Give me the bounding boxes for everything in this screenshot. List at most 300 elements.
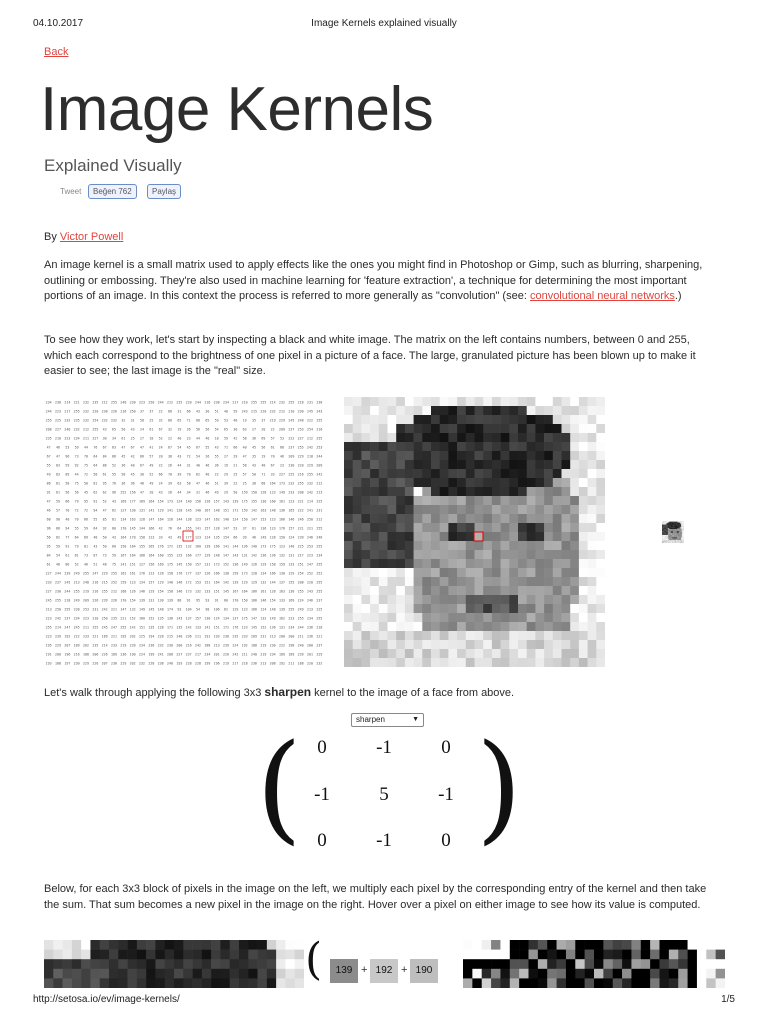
pixel-value: 149 [139,607,145,612]
pixel-cell [388,577,397,586]
pixel-value: 22 [158,463,163,468]
pixel-cell [422,478,431,487]
pixel-cell [353,496,362,505]
calc-value-box: 192 [370,959,398,983]
pixel-value: 56 [74,490,79,495]
pixel-cell [483,523,492,532]
pixel-cell [379,523,388,532]
pixel-value: 141 [195,526,201,531]
output-image-crop[interactable] [463,940,725,988]
pixel-cell [396,514,405,523]
pixel-value: 50 [121,427,126,432]
pixel-cell [501,406,510,415]
pixel-value: 223 [64,436,71,441]
pixel-cell [295,978,304,988]
pixel-cell [388,541,397,550]
pixel-value: 134 [139,580,145,585]
pixel-cell [483,586,492,595]
pixel-value: 247 [64,625,71,630]
pixel-value: 136 [260,526,267,531]
pixel-value: 139 [232,580,239,585]
pixel-value: 227 [55,427,61,432]
pixel-cell [414,433,423,442]
pixel-value: 96 [46,526,51,531]
pixel-cell [518,613,527,622]
pixel-value: 160 [269,499,276,504]
pixel-value: 237 [288,445,295,450]
pixel-value: 221 [297,499,304,504]
pixel-cell [678,959,688,969]
pixel-cell [370,550,379,559]
pixel-value: 35 [252,454,256,459]
pixel-value: 230 [288,463,295,468]
kernel-cell[interactable]: 0 [441,830,451,851]
pixel-value: 193 [213,634,220,639]
pixel-value: 142 [251,508,257,513]
pixel-cell [518,505,527,514]
pixel-value: 200 [307,643,313,648]
pixel-value: 147 [251,517,257,522]
pixel-value: 166 [148,526,155,531]
pixel-value: 255 [101,589,108,594]
pixel-cell [518,487,527,496]
kernel-cell[interactable]: -1 [314,784,330,805]
pixel-cell [475,469,484,478]
pixel-value: 145 [148,607,155,612]
pixel-cell [562,658,571,667]
pixel-value: 123 [269,490,276,495]
pixel-value: 56 [65,490,70,495]
pixel-cell [414,451,423,460]
kernel-cell[interactable]: 0 [441,737,451,758]
pixel-cell [396,433,405,442]
pixel-value: 128 [269,589,276,594]
pixel-cell [118,978,128,988]
pixel-value: 189 [111,652,117,657]
pixel-cell [431,496,440,505]
pixel-value: 54 [196,454,200,459]
pixel-value: 146 [260,598,267,603]
pixel-cell [585,940,595,950]
pixel-value: 87 [93,553,98,558]
share-button[interactable]: Paylaş [147,184,181,199]
pixel-cell [128,950,138,960]
tweet-button[interactable]: Tweet [60,187,82,196]
pixel-value: 60 [168,418,172,423]
pixel-cell [553,487,562,496]
pixel-cell [553,532,562,541]
pixel-cell [414,604,423,613]
kernel-select[interactable] [351,713,424,727]
pixel-cell [535,442,544,451]
pixel-value: 168 [120,589,127,594]
pixel-cell [44,969,54,979]
pixel-cell [544,658,553,667]
pixel-cell [475,649,484,658]
pixel-cell [596,604,605,613]
pixel-value: 151 [223,508,229,513]
pixel-cell [669,940,679,950]
pixel-value: 19 [242,418,247,423]
pixel-cell [570,451,579,460]
pixel-value: 250 [55,607,61,612]
pixel-value: 210 [288,409,295,414]
pixel-value: 221 [307,526,313,531]
pixel-cell [510,950,520,960]
kernel-cell[interactable]: -1 [376,830,392,851]
pixel-cell [535,568,544,577]
pixel-cell [518,649,527,658]
pixel-value: 218 [307,454,313,459]
pixel-value: 227 [45,589,52,594]
pixel-value: 128 [260,490,267,495]
pixel-cell [492,433,501,442]
pixel-value: 68 [196,418,200,423]
pixel-value: 148 [269,508,276,513]
pixel-value: 36 [121,481,126,486]
pixel-value: 255 [288,400,295,405]
pixel-value: 139 [139,598,145,603]
pixel-value: 83 [56,472,60,477]
pixel-value: 19 [224,463,228,468]
pixel-value: 236 [120,652,127,657]
pixel-cell [276,950,286,960]
pixel-value: 36 [130,481,135,486]
pixel-value: 241 [307,508,313,513]
enlarged-face-image[interactable] [344,397,605,667]
pixel-cell [509,523,518,532]
input-image-crop[interactable] [44,940,304,988]
pixel-cell [466,496,475,505]
pixel-value: 60 [224,598,228,603]
author-link[interactable]: Victor Powell [59,231,124,243]
pixel-cell [660,978,670,988]
pixel-cell [518,595,527,604]
pixel-cell [562,514,571,523]
pixel-cell [603,969,613,979]
pixel-cell [118,969,128,979]
pixel-value: 26 [205,454,210,459]
pixel-value: 238 [213,400,220,405]
pixel-cell [379,460,388,469]
pixel-cell [396,631,405,640]
pixel-value: 255 [55,598,61,603]
pixel-value: 237 [288,427,295,432]
pixel-value: 44 [196,436,200,441]
pixel-cell [248,950,258,960]
kernel-cell[interactable]: -1 [376,737,392,758]
pixel-value: 143 [223,499,229,504]
pixel-value: 26 [186,427,191,432]
pixel-value: 217 [297,553,304,558]
pixel-cell [422,541,431,550]
pixel-value: 58 [242,463,247,468]
pixel-value: 221 [297,526,304,531]
pixel-cell [414,559,423,568]
pixel-cell [344,442,353,451]
pixel-value: 246 [307,598,313,603]
pixel-value: 201 [307,652,313,657]
pixel-cell [448,514,457,523]
pixel-value: 53 [233,526,238,531]
kernel-cell[interactable]: 0 [317,737,327,758]
print-url: http://setosa.io/ev/image-kernels/ [33,994,180,1005]
pixel-value: 59 [84,526,88,531]
pixel-value-matrix[interactable] [44,397,324,667]
pixel-value: 255 [297,616,304,621]
back-link[interactable]: Back [44,46,69,58]
pixel-cell [440,523,449,532]
pixel-value: 216 [297,472,304,477]
pixel-value: 30 [205,409,210,414]
cnn-link[interactable]: convolutional neural networks [529,290,675,302]
pixel-value: 47 [46,445,51,450]
pixel-cell [588,487,597,496]
pixel-cell [63,959,73,969]
pixel-cell [405,523,414,532]
pixel-cell [622,969,632,979]
pixel-value: 212 [167,400,173,405]
calc-left-paren: ( [305,934,323,985]
pixel-cell [388,586,397,595]
pixel-cell [230,940,240,950]
pixel-cell [547,950,557,960]
pixel-cell [509,469,518,478]
pixel-value: 246 [307,535,313,540]
pixel-value: 230 [297,409,304,414]
pixel-value: 124 [213,616,220,621]
pixel-value: 255 [316,526,323,531]
pixel-cell [388,595,397,604]
pixel-cell [440,532,449,541]
pixel-value: 212 [101,400,108,405]
pixel-value: 192 [241,643,248,648]
pixel-value: 62 [93,490,98,495]
pixel-value: 124 [204,535,211,540]
pixel-cell [457,505,466,514]
pixel-value: 189 [73,643,80,648]
pixel-value: 255 [73,409,80,414]
pixel-value: 202 [83,643,89,648]
pixel-cell [431,658,440,667]
pixel-value: 76 [168,526,172,531]
pixel-cell [527,532,536,541]
pixel-cell [361,397,370,406]
pixel-value: 63 [242,427,247,432]
pixel-cell [518,631,527,640]
pixel-value: 188 [251,643,257,648]
pixel-value: 207 [101,661,108,666]
pixel-cell [396,424,405,433]
kernel-cell[interactable]: 5 [379,784,389,805]
convolution-paragraph: Below, for each 3x3 block of pixels in the image on the left, we multiply each pixel by the corresponding entry of the kernel and then take the sum. That sum becomes a new pixel in the image on the right. Hover over a pixel on either image to see how its value is computed. [44,883,707,911]
pixel-value: 162 [279,616,285,621]
pixel-cell [440,469,449,478]
kernel-cell[interactable]: -1 [438,784,454,805]
pixel-value: 213 [73,580,80,585]
pixel-cell [562,433,571,442]
pixel-cell [361,550,370,559]
pixel-value: 56 [205,427,210,432]
pixel-value: 136 [260,553,267,558]
pixel-value: 161 [260,589,267,594]
pixel-cell [641,959,651,969]
pixel-cell [353,550,362,559]
pixel-value: 223 [139,400,145,405]
pixel-value: 59 [233,409,238,414]
pixel-value: 232 [101,418,108,423]
pixel-cell [353,541,362,550]
pixel-cell [422,442,431,451]
pixel-value: 164 [269,481,276,486]
pixel-cell [285,978,295,988]
pixel-cell [448,424,457,433]
pixel-cell [388,406,397,415]
pixel-cell [211,969,221,979]
pixel-cell [396,613,405,622]
pixel-value: 232 [269,409,276,414]
pixel-cell [379,469,388,478]
pixel-value: 43 [93,544,98,549]
pixel-value: 20 [261,427,266,432]
pixel-cell [431,406,440,415]
pixel-cell [501,568,510,577]
left-paren: ( [256,718,303,856]
pixel-cell [405,604,414,613]
intro-paragraph [44,258,720,305]
kernel-cell[interactable]: 0 [317,830,327,851]
pixel-cell [527,658,536,667]
pixel-value: 136 [279,508,285,513]
pixel-cell [669,950,679,960]
pixel-cell [544,532,553,541]
pixel-cell [370,451,379,460]
pixel-cell [405,649,414,658]
pixel-value: 131 [204,562,211,567]
pixel-value: 255 [45,418,52,423]
pixel-cell [492,532,501,541]
pixel-cell [566,969,576,979]
pixel-cell [220,969,230,979]
pixel-value: 238 [157,661,164,666]
pixel-cell [440,424,449,433]
pixel-cell [579,397,588,406]
pixel-cell [258,940,268,950]
pixel-value: 139 [279,607,285,612]
pixel-cell [90,959,100,969]
pixel-cell [431,433,440,442]
pixel-cell [501,577,510,586]
pixel-cell [570,577,579,586]
pixel-cell [146,940,156,950]
like-button[interactable] [88,184,137,199]
pixel-value: 213 [260,661,267,666]
pixel-cell [535,523,544,532]
pixel-value: 176 [232,625,239,630]
pixel-cell [457,406,466,415]
pixel-value: 39 [168,481,172,486]
pixel-cell [248,940,258,950]
pixel-cell [448,622,457,631]
pixel-value: 245 [288,418,295,423]
pixel-cell [509,586,518,595]
pixel-cell [53,969,63,979]
pixel-value: 239 [297,652,304,657]
pixel-cell [440,397,449,406]
pixel-cell [202,969,212,979]
pixel-cell [641,940,651,950]
pixel-cell [585,969,595,979]
pixel-value: 73 [74,454,79,459]
pixel-value: 247 [92,571,99,576]
pixel-value: 148 [213,553,220,558]
pixel-cell [553,604,562,613]
pixel-cell [457,523,466,532]
pixel-value: 238 [223,634,229,639]
pixel-cell [370,442,379,451]
pixel-cell [457,577,466,586]
pixel-cell [579,559,588,568]
pixel-cell [183,969,193,979]
pixel-value: 68 [46,517,51,522]
pixel-value: 236 [307,634,313,639]
pixel-cell [475,451,484,460]
pixel-cell [396,568,405,577]
pixel-cell [475,433,484,442]
pixel-value: 147 [223,553,229,558]
pixel-cell [466,613,475,622]
pixel-cell [457,658,466,667]
pixel-cell [414,541,423,550]
pixel-value: 228 [148,661,155,666]
pixel-value: 225 [55,418,61,423]
pixel-cell [622,950,632,960]
pixel-value: 226 [92,598,99,603]
pixel-value: 20 [149,490,154,495]
pixel-cell [361,568,370,577]
pixel-value: 94 [93,508,98,513]
pixel-value: 230 [73,607,80,612]
pixel-cell [529,969,539,979]
pixel-cell [483,541,492,550]
pixel-value: 224 [139,652,145,657]
pixel-cell [553,433,562,442]
pixel-value: 33 [270,472,275,477]
pixel-cell [405,613,414,622]
pixel-value: 138 [288,589,295,594]
pixel-value: 49 [46,472,51,477]
pixel-cell [492,478,501,487]
pixel-value: 128 [139,517,145,522]
pixel-value: 81 [74,553,79,558]
pixel-cell [535,397,544,406]
pixel-cell [475,595,484,604]
pixel-cell [579,523,588,532]
pixel-value: 91 [46,490,51,495]
pixel-cell [518,478,527,487]
pixel-value: 79 [74,544,79,549]
pixel-value: 71 [224,445,228,450]
pixel-cell [553,442,562,451]
pixel-cell [370,478,379,487]
pixel-cell [527,604,536,613]
pixel-cell [596,496,605,505]
pixel-value: 170 [120,598,127,603]
pixel-cell [388,532,397,541]
pixel-cell [588,514,597,523]
pixel-value: 255 [316,580,323,585]
pixel-cell [193,950,203,960]
